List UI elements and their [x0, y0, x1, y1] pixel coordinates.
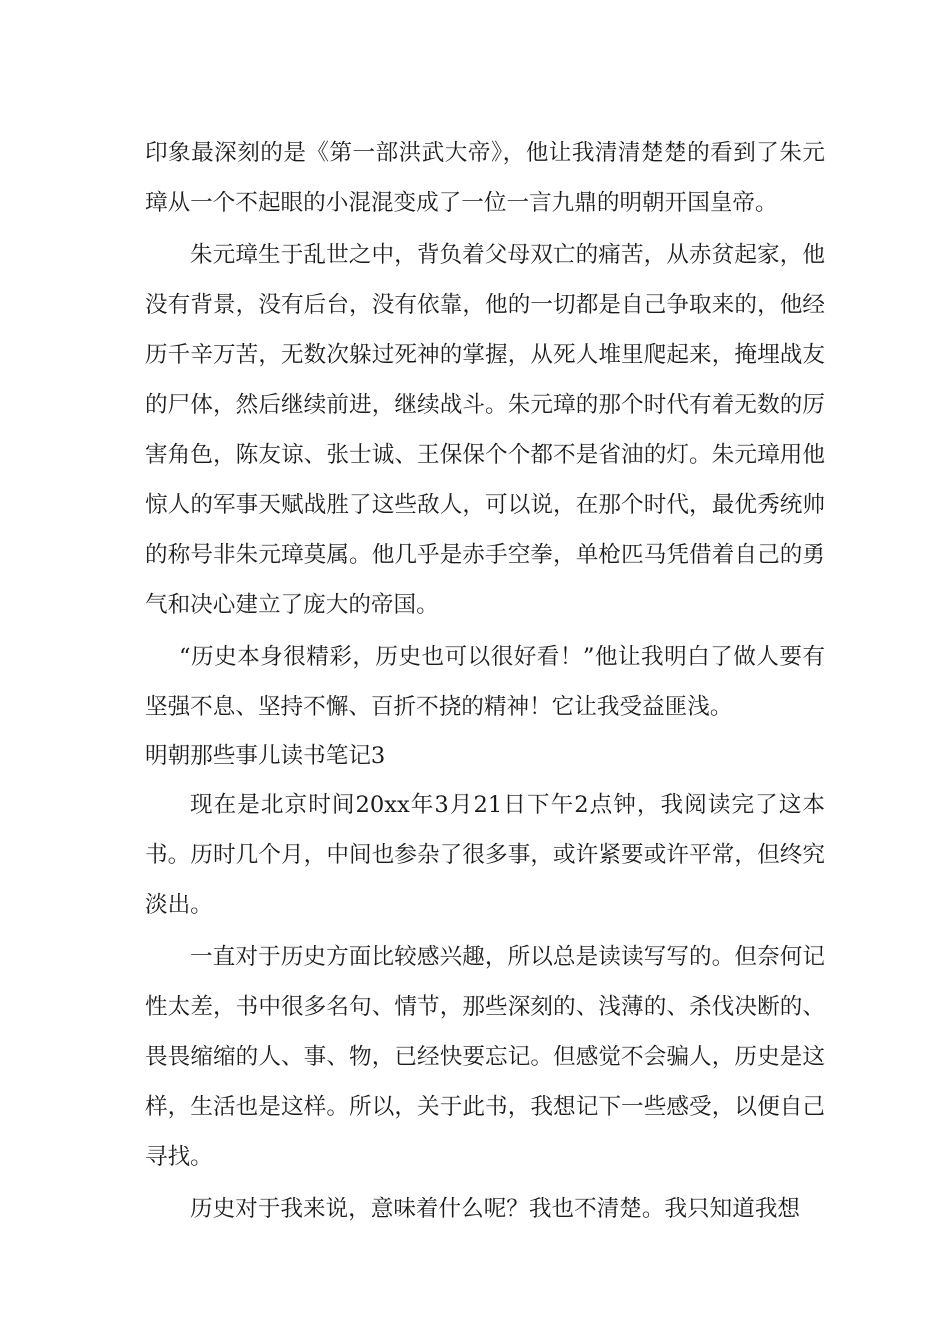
- paragraph-continuation: 印象最深刻的是《第一部洪武大帝》，他让我清清楚楚的看到了朱元璋从一个不起眼的小混混变成了一位一言九鼎的明朝开国皇帝。: [145, 140, 825, 216]
- paragraph-zhu-yuanzhang: 朱元璋生于乱世之中，背负着父母双亡的痛苦，从赤贫起家，他没有背景，没有后台，没有依靠，他的一切都是自己争取来的，他经历千辛万苦，无数次躲过死神的掌握，从死人堆里爬起来，掩埋战友的尸体，然后继续前进，继续战斗。朱元璋的那个时代有着无数的厉害角色，陈友谅、张士诚、王保保个个都不是省油的灯。朱元璋用他惊人的军事天赋战胜了这些敌人，可以说，在那个时代，最优秀统帅的称号非朱元璋莫属。他几乎是赤手空拳，单枪匹马凭借着自己的勇气和决心建立了庞大的帝国。: [145, 242, 825, 618]
- paragraph-interest-history: 一直对于历史方面比较感兴趣，所以总是读读写写的。但奈何记性太差，书中很多名句、情节，那些深刻的、浅薄的、杀伐决断的、畏畏缩缩的人、事、物，已经快要忘记。但感觉不会骗人，历史是这样，生活也是这样。所以，关于此书，我想记下一些感受，以便自己寻找。: [145, 944, 825, 1170]
- paragraph-quote: “历史本身很精彩，历史也可以很好看！”他让我明白了做人要有坚强不息、坚持不懈、百折不挠的精神！它让我受益匪浅。: [145, 644, 825, 720]
- paragraph-history-meaning: 历史对于我来说，意味着什么呢？我也不清楚。我只知道我想: [190, 1196, 801, 1222]
- paragraph-reading-finished: 现在是北京时间20xx年3月21日下午2点钟，我阅读完了这本书。历时几个月，中间也参杂了很多事，或许紧要或许平常，但终究淡出。: [145, 792, 825, 918]
- section-heading: 明朝那些事儿读书笔记3: [145, 743, 386, 769]
- document-body: [145, 128, 825, 1234]
